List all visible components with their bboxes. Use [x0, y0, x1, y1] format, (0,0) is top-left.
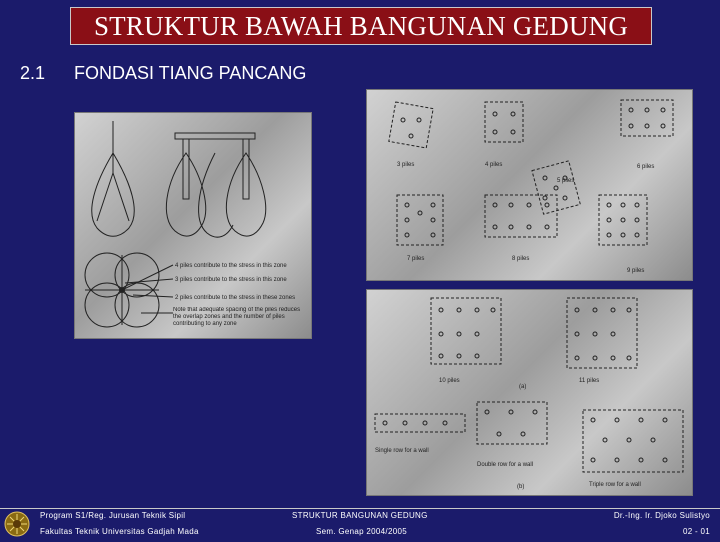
label-single-row: Single row for a wall	[375, 448, 429, 454]
slide-title: STRUKTUR BAWAH BANGUNAN GEDUNG	[93, 10, 629, 41]
slide-title-box	[70, 7, 652, 45]
label-3-piles-group: 3 piles	[397, 162, 415, 168]
footer-semester: Sem. Genap 2004/2005	[316, 527, 407, 536]
stress-zone-figure	[74, 112, 312, 339]
footer-divider	[0, 508, 720, 509]
footer-page-number: 02 - 01	[682, 527, 710, 536]
section-title: FONDASI TIANG PANCANG	[74, 63, 307, 83]
label-9-piles-group: 9 piles	[627, 268, 645, 274]
pile-rows-figure	[366, 289, 693, 496]
label-4-piles: 4 piles contribute to the stress in this zone	[175, 263, 287, 269]
section-number: 2.1	[20, 63, 46, 83]
label-5-piles-group: 5 piles	[557, 178, 575, 184]
label-3-piles: 3 piles contribute to the stress in this zone	[175, 277, 287, 283]
footer-course: STRUKTUR BANGUNAN GEDUNG	[292, 511, 428, 520]
label-2-piles: 2 piles contribute to the stress in these zones	[175, 295, 296, 301]
label-a: (a)	[519, 384, 527, 390]
label-11-piles: 11 piles	[579, 378, 600, 384]
label-7-piles-group: 7 piles	[407, 256, 425, 262]
label-triple-row: Triple row for a wall	[589, 482, 641, 488]
label-4-piles-group: 4 piles	[485, 162, 503, 168]
label-b: (b)	[517, 484, 525, 490]
label-8-piles-group: 8 piles	[512, 256, 530, 262]
footer-faculty: Fakultas Teknik Universitas Gadjah Mada	[40, 527, 199, 536]
pile-groups-figure	[366, 89, 693, 281]
footer-program: Program S1/Reg. Jurusan Teknik Sipil	[40, 511, 186, 520]
university-logo	[4, 511, 30, 537]
label-10-piles: 10 piles	[439, 378, 460, 384]
footer-author: Dr.-Ing. Ir. Djoko Sulistyo	[613, 511, 710, 520]
label-6-piles-group: 6 piles	[637, 164, 655, 170]
label-double-row: Double row for a wall	[477, 462, 534, 468]
label-spacing-note: Note that adequate spacing of the piles reduces the overlap zones and the number of piles contributing to any zone	[173, 307, 301, 327]
